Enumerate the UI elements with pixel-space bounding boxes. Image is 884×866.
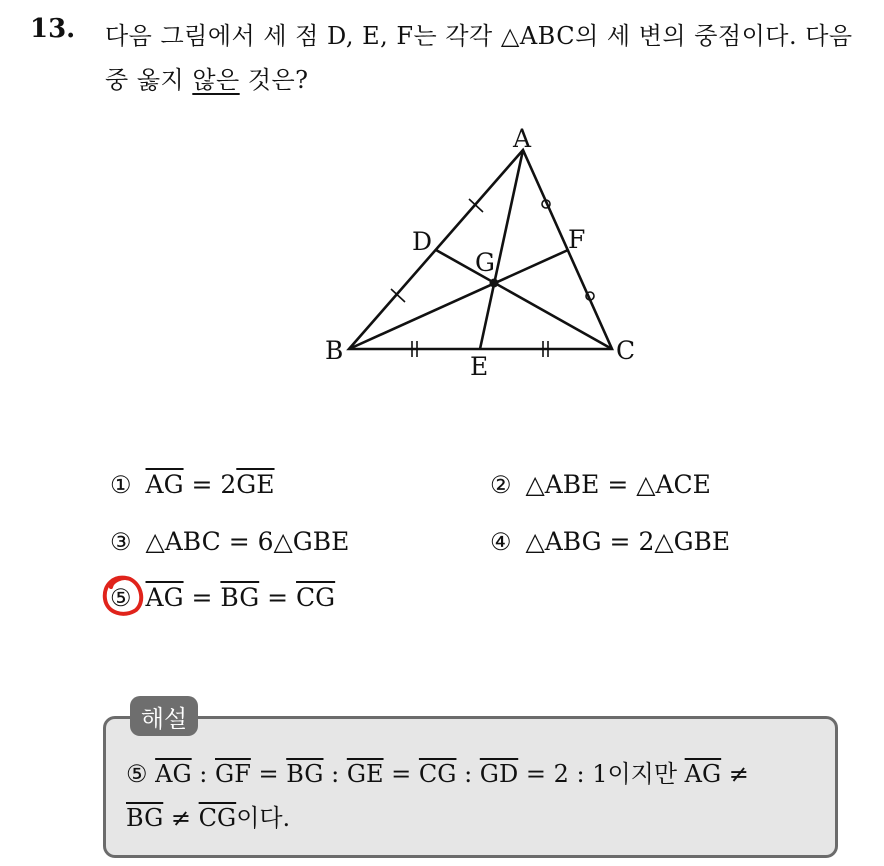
- segment-ag: $\overline{AG}$: [145, 583, 184, 612]
- choice-5-eq-2: =: [259, 583, 297, 612]
- colon: :: [191, 760, 216, 788]
- choice-3-number: ③: [110, 528, 132, 556]
- label-f: F: [568, 225, 586, 254]
- segment-cg: $\overline{CG}$: [418, 760, 457, 788]
- not-equal: ≠: [163, 804, 199, 832]
- choice-2-number: ②: [490, 471, 512, 499]
- solution-text: [126, 752, 826, 840]
- choice-3[interactable]: [110, 527, 349, 556]
- segment-gf: $\overline{GF}$: [215, 760, 251, 788]
- choice-2-text: △ABE = △ACE: [525, 470, 711, 499]
- not-equal: ≠: [721, 760, 749, 788]
- segment-bg: $\overline{BG}$: [286, 760, 324, 788]
- label-a: A: [513, 124, 532, 153]
- label-c: C: [616, 336, 636, 365]
- label-d: D: [412, 227, 433, 256]
- segment-cg: $\overline{CG}$: [198, 804, 237, 832]
- centroid-point: [490, 279, 499, 288]
- choice-4-number: ④: [490, 528, 512, 556]
- median-bf: [349, 250, 568, 349]
- equals: =: [250, 760, 287, 788]
- colon: :: [456, 760, 480, 788]
- question-text-before: 다음 그림에서 세 점 D, E, F는 각각 △ABC의 세 변의 중점이다. 다음 중 옳지: [105, 22, 853, 94]
- solution-tag: 해설: [130, 696, 198, 736]
- question-text-after: 것은?: [239, 66, 309, 94]
- solution-connector: 이지만: [607, 760, 685, 788]
- choice-2[interactable]: [490, 470, 711, 499]
- segment-bg: $\overline{BG}$: [220, 583, 260, 612]
- solution-number: ⑤: [126, 760, 148, 788]
- choice-5-number: ⑤: [110, 584, 132, 612]
- triangle-figure: [315, 115, 645, 385]
- choice-4-text: △ABG = 2△GBE: [525, 527, 731, 556]
- colon: :: [323, 760, 347, 788]
- question-number: 13.: [30, 14, 76, 44]
- choice-1-eq: = 2: [183, 470, 237, 499]
- label-g: G: [475, 248, 495, 277]
- equals: =: [383, 760, 419, 788]
- choice-4[interactable]: [490, 527, 730, 556]
- segment-ag: $\overline{AG}$: [155, 760, 192, 788]
- segment-ag: $\overline{AG}$: [684, 760, 722, 788]
- segment-cg: $\overline{CG}$: [296, 583, 336, 612]
- segment-ge: $\overline{GE}$: [346, 760, 384, 788]
- label-e: E: [470, 352, 489, 381]
- label-b: B: [325, 336, 344, 365]
- solution-ending: 이다.: [236, 804, 291, 832]
- choice-5-eq-1: =: [183, 583, 221, 612]
- segment-bg: $\overline{BG}$: [126, 804, 164, 832]
- median-cd: [436, 250, 612, 349]
- ratio: = 2 : 1: [518, 760, 608, 788]
- segment-ag: $\overline{AG}$: [145, 470, 184, 499]
- segment-gd: $\overline{GD}$: [479, 760, 519, 788]
- choice-1-number: ①: [110, 471, 132, 499]
- choice-1[interactable]: [110, 470, 275, 499]
- choice-3-text: △ABC = 6△GBE: [145, 527, 350, 556]
- question-emphasis: 않은: [192, 66, 240, 94]
- segment-ge: $\overline{GE}$: [236, 470, 275, 499]
- answer-mark-circle: [100, 573, 146, 619]
- question-text: [105, 14, 865, 102]
